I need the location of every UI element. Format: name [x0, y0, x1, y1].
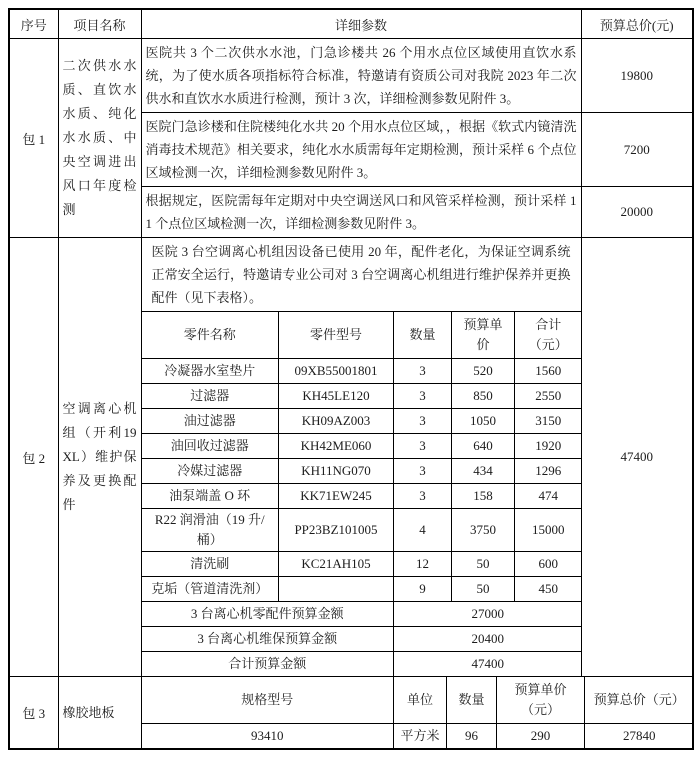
parts-row: [142, 509, 582, 552]
part-name: 油泵端盖 O 环: [142, 484, 279, 509]
parts-col-subtotal: 合计（元）: [515, 312, 582, 359]
part-subtotal: 15000: [515, 509, 582, 552]
package2-intro: 医院 3 台空调离心机组因设备已使用 20 年，配件老化，为保证空调系统正常安全运行，特邀请专业公司对 3 台空调离心机组进行维护保养并更换配件（见下表格）。: [151, 244, 571, 305]
package3-details-cell: [141, 677, 693, 750]
part-name: R22 润滑油（19 升/桶）: [142, 509, 279, 552]
part-model: KK71EW245: [279, 484, 394, 509]
part-model: 09XB55001801: [279, 359, 394, 384]
part-model: KH45LE120: [279, 384, 394, 409]
package1-item2-desc: 医院门急诊楼和住院楼纯化水共 20 个用水点位区域，，根据《软式内镜清洗消毒技术规范》相关要求，纯化水水质需每年定期检测，预计采样 6 个点位区域检测一次，详细检测参数见附件 3。: [141, 113, 581, 187]
part-unitprice: 50: [452, 577, 515, 602]
parts-col-model: 零件型号: [279, 312, 394, 359]
col-header-params: 详细参数: [141, 9, 581, 39]
parts-row: [142, 484, 582, 509]
parts-row: [142, 577, 582, 602]
parts-row: [142, 434, 582, 459]
package3-id: 包 3: [9, 677, 58, 750]
part-name: 冷凝器水室垫片: [142, 359, 279, 384]
floor-col-unit: 单位: [394, 677, 447, 724]
part-qty: 3: [394, 484, 452, 509]
package2-details-cell: [141, 238, 581, 677]
part-name: 清洗刷: [142, 552, 279, 577]
part-name: 冷媒过滤器: [142, 459, 279, 484]
package3-name: 橡胶地板: [58, 677, 141, 750]
parts-header-row: [142, 312, 582, 359]
part-unitprice: 850: [452, 384, 515, 409]
part-unitprice: 3750: [452, 509, 515, 552]
floor-table: [142, 677, 694, 748]
parts-row: [142, 384, 582, 409]
part-unitprice: 50: [452, 552, 515, 577]
parts-summary-row: [142, 652, 582, 677]
floor-col-total: 预算总价（元）: [585, 677, 694, 724]
package1-id: 包 1: [9, 39, 58, 238]
part-qty: 3: [394, 409, 452, 434]
floor-qty: 96: [447, 724, 497, 749]
parts-table: [142, 311, 582, 676]
part-unitprice: 1050: [452, 409, 515, 434]
part-unitprice: 158: [452, 484, 515, 509]
part-subtotal: 2550: [515, 384, 582, 409]
floor-total: 27840: [585, 724, 694, 749]
summary-value: 20400: [394, 627, 582, 652]
part-qty: 3: [394, 459, 452, 484]
package1-item3-desc: 根据规定，医院需每年定期对中央空调送风口和风管采样检测，预计采样 11 个点位区域检测一次，详细检测参数见附件 3。: [141, 187, 581, 238]
floor-data-row: [142, 724, 694, 749]
part-subtotal: 600: [515, 552, 582, 577]
summary-label: 3 台离心机维保预算金额: [142, 627, 394, 652]
part-subtotal: 474: [515, 484, 582, 509]
part-subtotal: 1560: [515, 359, 582, 384]
floor-header-row: [142, 677, 694, 724]
part-subtotal: 1920: [515, 434, 582, 459]
package1-name: 二次供水水质、直饮水水质、纯化水水质、中央空调进出风口年度检测: [58, 39, 141, 238]
package1-item1-desc: 医院共 3 个二次供水水池，门急诊楼共 26 个用水点位区域使用直饮水系统，为了使水质各项指标符合标准，特邀请有资质公司对我院 2023 年二次供水和直饮水水质进行检测，预计 3 次，详细检测参数见附件 3。: [141, 39, 581, 113]
part-model: KC21AH105: [279, 552, 394, 577]
part-qty: 3: [394, 359, 452, 384]
part-model: KH42ME060: [279, 434, 394, 459]
parts-summary-row: [142, 602, 582, 627]
table-row: [9, 677, 693, 750]
package2-id: 包 2: [9, 238, 58, 677]
part-subtotal: 1296: [515, 459, 582, 484]
parts-col-name: 零件名称: [142, 312, 279, 359]
part-qty: 12: [394, 552, 452, 577]
part-qty: 3: [394, 384, 452, 409]
package2-price: 47400: [581, 238, 693, 677]
col-header-total: 预算总价(元): [581, 9, 693, 39]
parts-summary-row: [142, 627, 582, 652]
package1-item3-price: 20000: [581, 187, 693, 238]
part-unitprice: 520: [452, 359, 515, 384]
floor-unit: 平方米: [394, 724, 447, 749]
part-unitprice: 640: [452, 434, 515, 459]
package2-name: 空调离心机组（开利19XL）维护保养及更换配件: [58, 238, 141, 677]
part-name: 克垢（管道清洗剂）: [142, 577, 279, 602]
part-model: [279, 577, 394, 602]
parts-row: [142, 552, 582, 577]
parts-row: [142, 459, 582, 484]
table-header-row: [9, 9, 693, 39]
part-name: 过滤器: [142, 384, 279, 409]
floor-col-unitprice: 预算单价（元）: [497, 677, 585, 724]
part-subtotal: 450: [515, 577, 582, 602]
part-name: 油回收过滤器: [142, 434, 279, 459]
part-subtotal: 3150: [515, 409, 582, 434]
summary-value: 47400: [394, 652, 582, 677]
floor-unitprice: 290: [497, 724, 585, 749]
package1-item2-price: 7200: [581, 113, 693, 187]
package1-item1-price: 19800: [581, 39, 693, 113]
part-unitprice: 434: [452, 459, 515, 484]
floor-spec: 93410: [142, 724, 394, 749]
col-header-project: 项目名称: [58, 9, 141, 39]
parts-col-unitprice: 预算单价: [452, 312, 515, 359]
part-qty: 3: [394, 434, 452, 459]
part-model: PP23BZ101005: [279, 509, 394, 552]
summary-label: 合计预算金额: [142, 652, 394, 677]
col-header-seq: 序号: [9, 9, 58, 39]
procurement-table: [8, 8, 694, 750]
part-model: KH09AZ003: [279, 409, 394, 434]
part-model: KH11NG070: [279, 459, 394, 484]
floor-col-spec: 规格型号: [142, 677, 394, 724]
summary-value: 27000: [394, 602, 582, 627]
table-row: [9, 238, 693, 677]
floor-col-qty: 数量: [447, 677, 497, 724]
part-name: 油过滤器: [142, 409, 279, 434]
summary-label: 3 台离心机零配件预算金额: [142, 602, 394, 627]
parts-col-qty: 数量: [394, 312, 452, 359]
table-row: [9, 39, 693, 113]
part-qty: 4: [394, 509, 452, 552]
parts-row: [142, 359, 582, 384]
part-qty: 9: [394, 577, 452, 602]
parts-row: [142, 409, 582, 434]
